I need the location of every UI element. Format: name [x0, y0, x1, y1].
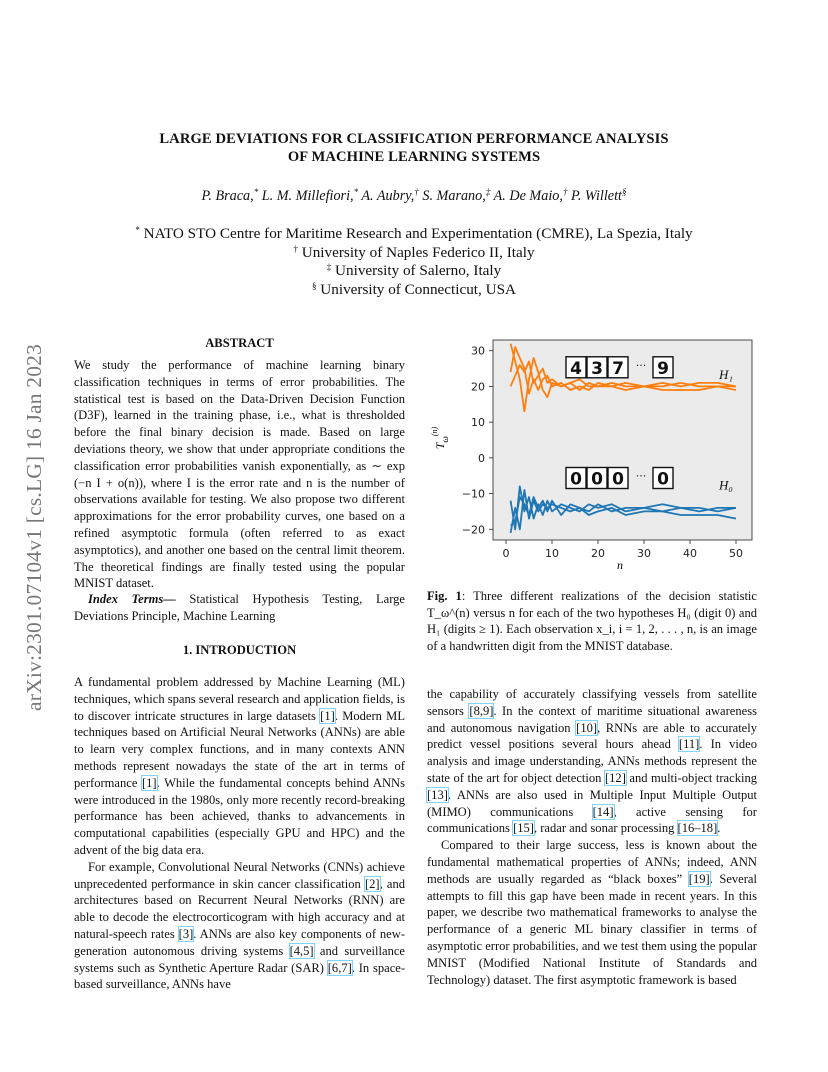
x-tick-label: 10 [545, 547, 559, 560]
citation-link[interactable]: [6,7] [327, 960, 352, 975]
affiliation-text: University of Naples Federico II, Italy [297, 243, 535, 261]
arxiv-stamp: arXiv:2301.07104v1 [cs.LG] 16 Jan 2023 [22, 343, 46, 711]
x-tick-label: 30 [637, 547, 651, 560]
citation-link[interactable]: [14] [592, 804, 614, 819]
y-tick-label: 0 [478, 451, 485, 465]
citation-link[interactable]: [11] [678, 737, 700, 752]
digit-image-glyph: 3 [591, 358, 603, 379]
index-terms-label: Index Terms— [88, 592, 176, 606]
author-mark: § [621, 187, 627, 197]
citation-link[interactable]: [3] [178, 926, 194, 941]
annotation-ellipsis: ··· [635, 469, 647, 483]
citation-link[interactable]: [4,5] [289, 943, 314, 958]
affiliations [90, 225, 738, 299]
paragraph-text: and surveillance systems such as Synthetic Aperture Radar (SAR) [74, 943, 405, 975]
author-text: A. De Maio, [490, 188, 563, 204]
citation-link[interactable]: [1] [320, 708, 335, 723]
figure-caption [427, 588, 757, 654]
x-tick-label: 50 [729, 547, 743, 560]
y-axis-label: $T_\omega^{(n)}$ [430, 426, 450, 450]
intro-paragraph-1 [74, 674, 405, 859]
author-text: S. Marano, [418, 188, 486, 204]
affiliation-mark: § [311, 280, 317, 291]
citation-link[interactable]: [1] [141, 775, 157, 790]
affiliation-text: University of Salerno, Italy [331, 262, 502, 280]
title-line-2: OF MACHINE LEARNING SYSTEMS [287, 149, 541, 165]
hypothesis-label: H₀ [719, 477, 733, 493]
paragraph-text: , and architectures based on Recurrent Neural Networks (RNN) are able to decode the electrocorticogram with high accuracy and at natural-speech rates [74, 876, 405, 941]
affiliation-line [90, 262, 738, 281]
right-paragraph-2 [427, 837, 757, 988]
caption-text: : Three different realizations of the decision statistic T_ω^(n) versus n for each of the two hypotheses H₀ (digit 0) and H₁ (digits ≥ 1). Each observation x_i, i = 1, 2, . . . , n, is an image of a handwritten digit from the MNIST database. [427, 589, 757, 653]
annotation-ellipsis: ··· [635, 358, 647, 372]
digit-image-glyph: 0 [570, 469, 582, 490]
paragraph-text: . In video analysis and image understanding, ANNs methods represent the state of the art for object detection [427, 737, 757, 785]
citation-link[interactable]: [12] [604, 770, 626, 785]
x-tick-label: 20 [591, 547, 605, 560]
paragraph-text: , radar and sonar processing [533, 821, 678, 836]
x-axis-label: n [617, 558, 623, 572]
paragraph-text: . In the context of maritime situational awareness and autonomous navigation [427, 703, 757, 735]
abstract-part-2: , where I is the error rate and n is the number of observations available for testing. We also propose two different approximations for the error probability curves, one based on a refined asymptotic formula (often referred to as exact asymptotics), and another one based on the central limit theorem. The theoretical findings are finally tested using the popular MNIST dataset. [74, 475, 405, 591]
author-mark: * [253, 187, 259, 197]
paragraph-text: and multi-object tracking [625, 770, 758, 785]
affiliation-mark: † [293, 243, 298, 254]
y-tick-label: −10 [461, 487, 485, 501]
hypothesis-label: H₁ [719, 366, 733, 382]
author-mark: † [414, 187, 419, 197]
author-mark: † [562, 187, 568, 197]
paragraph-text: . In space-based surveillance, ANNs have [74, 960, 406, 992]
author-text: P. Willett [567, 188, 622, 204]
digit-image-glyph: 7 [612, 358, 624, 379]
abstract-heading: ABSTRACT [205, 336, 274, 350]
y-tick-label: 30 [471, 344, 485, 358]
section-heading-introduction: 1. INTRODUCTION [182, 643, 297, 657]
right-column-body [427, 686, 757, 988]
citation-link[interactable]: [19] [688, 871, 710, 886]
y-tick-label: 20 [471, 380, 485, 394]
paragraph-text: . While the fundamental concepts behind ANNs were introduced in the 1980s, only more recently record-breaking performance has been achieved, thanks to advancements in computational capabilities (especially GPU and HPC) and the advent of the big data era. [74, 775, 405, 857]
title-line-1: LARGE DEVIATIONS FOR CLASSIFICATION PERFORMANCE ANALYSIS [159, 131, 669, 147]
digit-image-glyph: 4 [570, 358, 582, 379]
author-mark: * [353, 187, 359, 197]
affiliation-line [90, 225, 738, 244]
paragraph-text: , RNNs are able to accurately predict vessel positions several hours ahead [427, 720, 758, 752]
abstract-body [74, 357, 405, 592]
paragraph-text: , active sensing for communications [427, 804, 757, 836]
citation-link[interactable]: [13] [427, 787, 448, 802]
right-paragraph-1 [427, 686, 757, 837]
y-tick-label: 10 [471, 416, 485, 430]
citation-link[interactable]: [8,9] [469, 703, 494, 718]
y-axis-label-subscript: ω [440, 436, 450, 443]
affiliation-line [90, 244, 738, 263]
paragraph-text: For example, Convolutional Neural Networks (CNNs) achieve unprecedented performance in skin cancer classification [74, 859, 405, 891]
paper-title [90, 130, 738, 166]
paragraph-text: . Several attempts to fill this gap have been made in recent years. In this paper, we describe two mathematical frameworks to analyse the performance of a generic ML binary classifier in terms of asymptotic error probabilities, and we test them using the popular MNIST (Modified National Institute of Standards and Technology) dataset. The first asymptotic framework is based [427, 871, 757, 987]
citation-link[interactable]: [15] [513, 821, 534, 836]
intro-paragraph-2 [74, 859, 405, 993]
paragraph-text: the capability of accurately classifying vessels from satellite sensors [427, 687, 757, 718]
paragraph-text: . ANNs are also used in Multiple Input Multiple Output (MIMO) communications [427, 787, 757, 819]
authors [90, 187, 738, 205]
affiliation-mark: ‡ [326, 262, 332, 273]
figure-1-chart [428, 330, 758, 578]
digit-image-glyph: 9 [657, 358, 669, 379]
affiliation-mark: * [135, 225, 140, 235]
y-axis-label-superscript: (n) [430, 426, 439, 437]
y-tick-label: −20 [461, 523, 485, 537]
citation-link[interactable]: [2] [364, 876, 380, 891]
digit-image-glyph: 0 [591, 469, 603, 490]
introduction-body [74, 674, 405, 993]
caption-label: Fig. 1 [427, 589, 462, 603]
paragraph-text: . [717, 821, 721, 836]
affiliation-text: University of Connecticut, USA [316, 280, 517, 298]
paragraph-text: . Modern ML techniques based on Artificial Neural Networks (ANNs) are able to learn very complex functions, and in many contexts ANN methods represent nowadays the state of the art in terms of performance [74, 708, 405, 790]
digit-image-glyph: 0 [657, 469, 669, 490]
author-text: P. Braca, [201, 188, 254, 204]
citation-link[interactable]: [16–18] [677, 821, 718, 836]
x-tick-label: 0 [502, 547, 510, 560]
abstract-part-1: We study the performance of machine learning binary classification techniques in terms of error probabilities. The statistical test is based on the Data-Driven Decision Function (D3F), learned in the training phase, i.e., what is thresholded before the final binary decision is made. Based on large deviations theory, we show that under appropriate conditions the classification error probabilities vanish exponentially, as [74, 358, 405, 473]
affiliation-line [90, 281, 738, 300]
abstract-formula: ∼ exp (−n I + o(n)) [74, 458, 405, 490]
citation-link[interactable]: [10] [576, 720, 598, 735]
paragraph-text: . ANNs are also key components of new-generation autonomous driving systems [74, 926, 405, 958]
author-text: A. Aubry, [358, 188, 415, 204]
x-tick-label: 40 [683, 547, 697, 560]
paragraph-text: Compared to their large success, less is known about the fundamental mathematical properties of ANNs; indeed, ANN methods are usually regarded as “black boxes” [427, 838, 757, 886]
index-terms-text: Statistical Hypothesis Testing, Large Deviations Principle, Machine Learning [74, 592, 405, 623]
digit-image-glyph: 0 [612, 469, 624, 490]
author-mark: ‡ [485, 187, 491, 197]
affiliation-text: NATO STO Centre for Maritime Research and Experimentation (CMRE), La Spezia, Italy [139, 225, 693, 242]
index-terms [74, 591, 405, 625]
paragraph-text: A fundamental problem addressed by Machine Learning (ML) techniques, which spans several research and application fields, is to discover intricate structures in large datasets [74, 675, 405, 723]
author-text: L. M. Millefiori, [258, 188, 354, 204]
